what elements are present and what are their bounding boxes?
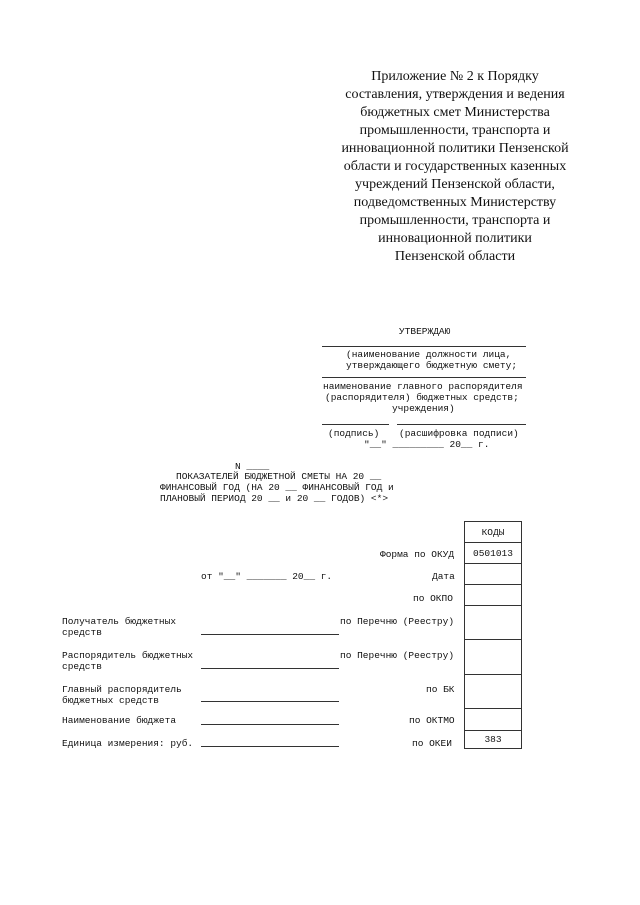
position-line	[322, 346, 526, 347]
heading-line-1: ПОКАЗАТЕЛЕЙ БЮДЖЕТНОЙ СМЕТЫ НА 20 __	[176, 471, 382, 482]
document-number: N ____	[235, 461, 270, 472]
okpo-label: по ОКПО	[413, 593, 453, 604]
appendix-line: Пензенской области	[394, 249, 516, 264]
decoding-label: (расшифровка подписи)	[399, 428, 519, 439]
oktmo-value	[465, 709, 522, 731]
signature-label: (подпись)	[328, 428, 380, 439]
manager-note-2: (распорядителя) бюджетных средств;	[325, 392, 519, 403]
main-manager-label-1: Главный распорядитель	[62, 684, 182, 695]
appendix-line: бюджетных смет Министерства	[360, 105, 550, 120]
signature-line	[322, 424, 389, 425]
manager-label-1: Распорядитель бюджетных	[62, 650, 194, 661]
appendix-line: инновационной политики	[378, 231, 532, 246]
position-note-1: (наименование должности лица,	[346, 349, 512, 360]
main-manager-field[interactable]	[201, 701, 339, 702]
manager-code	[465, 640, 522, 675]
manager-ref: по Перечню (Реестру)	[340, 650, 455, 661]
appendix-line: составления, утверждения и ведения	[345, 87, 565, 102]
appendix-line: учреждений Пензенской области,	[355, 177, 555, 192]
okud-value: 0501013	[465, 543, 522, 564]
unit-field[interactable]	[201, 746, 339, 747]
okud-label: Форма по ОКУД	[380, 549, 455, 560]
date-from: от "__" _______ 20__ г.	[201, 571, 333, 582]
appendix-line: инновационной политики Пензенской	[341, 141, 569, 156]
position-note-2: утверждающего бюджетную смету;	[346, 360, 518, 371]
appendix-text	[320, 68, 590, 266]
date-value	[465, 564, 522, 585]
heading-line-3: ПЛАНОВЫЙ ПЕРИОД 20 __ и 20 __ ГОДОВ) <*>	[160, 493, 389, 504]
budget-name-label: Наименование бюджета	[62, 715, 177, 726]
unit-label: Единица измерения: руб.	[62, 738, 194, 749]
bk-label: по БК	[426, 684, 455, 695]
budget-name-field[interactable]	[201, 724, 339, 725]
main-manager-label-2: бюджетных средств	[62, 695, 159, 706]
recipient-label-1: Получатель бюджетных	[62, 616, 177, 627]
appendix-line: подведомственных Министерству	[353, 195, 557, 210]
appendix-line: промышленности, транспорта и	[359, 123, 551, 138]
appendix-line: промышленности, транспорта и	[359, 213, 551, 228]
okei-label: по ОКЕИ	[412, 738, 452, 749]
approval-date: "__" _________ 20__ г.	[364, 439, 490, 450]
recipient-field[interactable]	[201, 634, 339, 635]
recipient-code	[465, 606, 522, 640]
bk-value	[465, 675, 522, 709]
appendix-line: Приложение № 2 к Порядку	[371, 69, 539, 84]
appendix-line: области и государственных казенных	[343, 159, 567, 174]
okpo-value	[465, 585, 522, 606]
date-label: Дата	[432, 571, 455, 582]
approval-title: УТВЕРЖДАЮ	[399, 326, 451, 337]
manager-note-3: учреждения)	[392, 403, 455, 414]
manager-line	[322, 377, 526, 378]
decoding-line	[397, 424, 526, 425]
oktmo-label: по ОКТМО	[409, 715, 455, 726]
manager-note-1: наименование главного распорядителя	[323, 381, 523, 392]
recipient-ref: по Перечню (Реестру)	[340, 616, 455, 627]
codes-table	[464, 521, 522, 749]
recipient-label-2: средств	[62, 627, 102, 638]
manager-label-2: средств	[62, 661, 102, 672]
okei-value: 383	[465, 731, 522, 749]
manager-field[interactable]	[201, 668, 339, 669]
codes-header: КОДЫ	[465, 522, 522, 543]
heading-line-2: ФИНАНСОВЫЙ ГОД (НА 20 __ ФИНАНСОВЫЙ ГОД и	[160, 482, 394, 493]
